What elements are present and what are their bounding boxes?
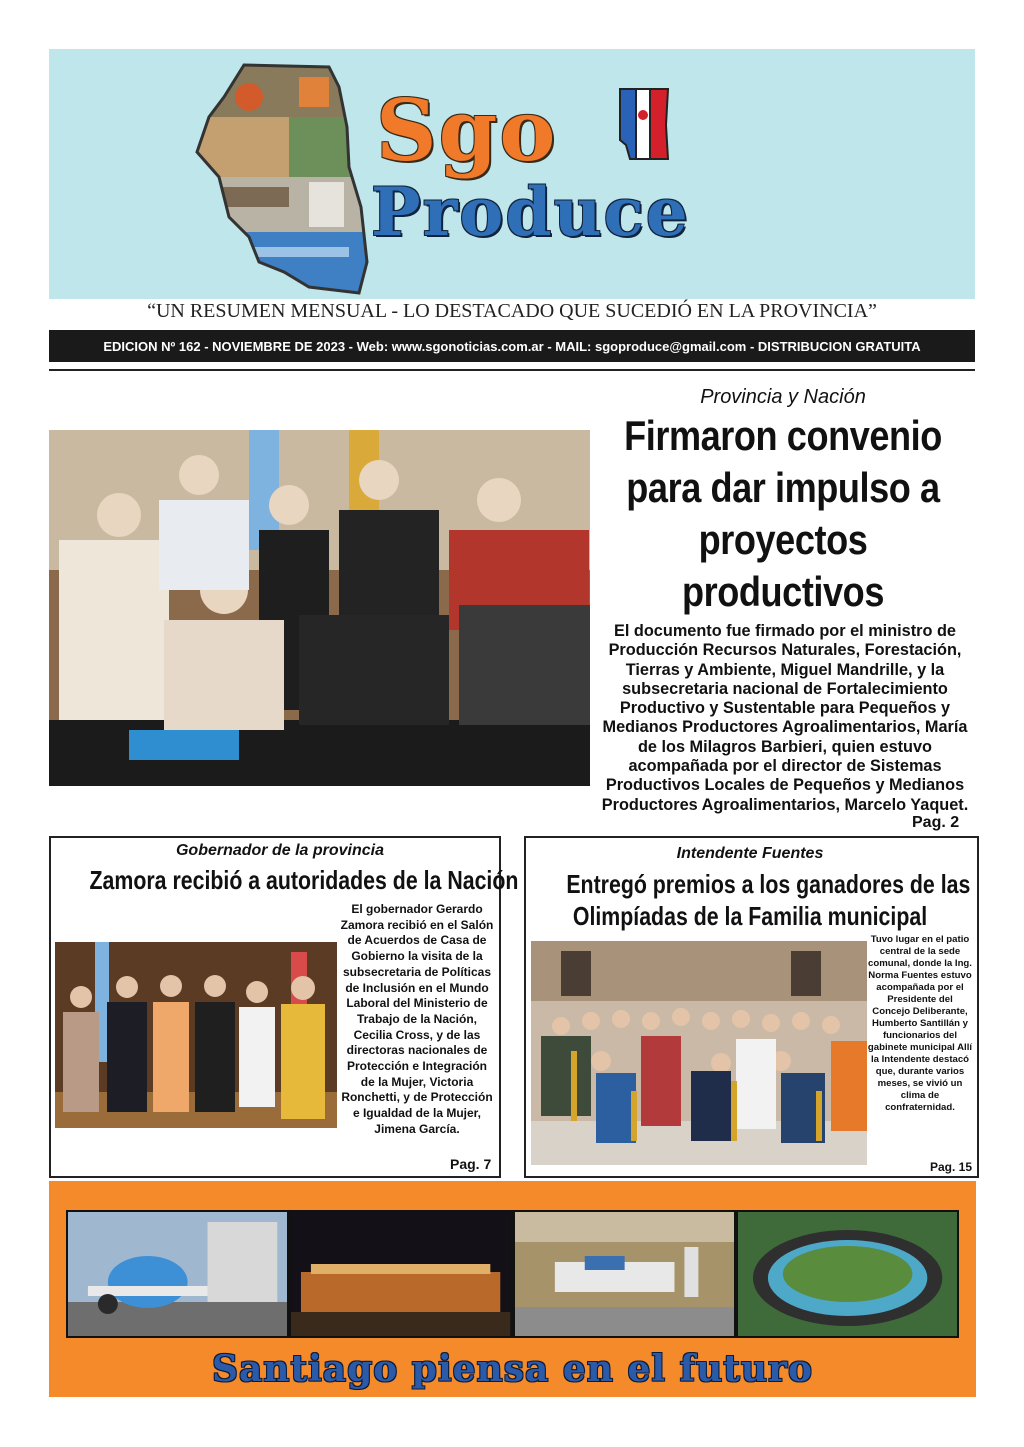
province-map-collage — [189, 57, 389, 297]
story2-kicker: Intendente Fuentes — [676, 845, 824, 862]
story1-photo — [55, 942, 337, 1128]
story2-headline-line1: Entregó premios a los ganadores de las — [566, 869, 971, 899]
story1-kicker: Gobernador de la provincia — [175, 842, 385, 859]
story2-body-text: Tuvo lugar en el patio central de la sede comunal, donde la Ing. Norma Fuentes estuvo acompañada por el Presidente del Concejo Deliberante, Humberto Santillán y funcionarios del gabinete municipal Allí la Intendente destacó que, durante varios meses, se vivió un clima de confraternidad. — [867, 934, 973, 1113]
edition-info-bar: EDICION Nº 162 - NOVIEMBRE DE 2023 - Web: www.sgonoticias.com.ar - MAIL: sgoproduce@gmail.com - DISTRIBUCION GRATUITA — [49, 330, 975, 362]
masthead-slogan: “UN RESUMEN MENSUAL - LO DESTACADO QUE SUCEDIÓ EN LA PROVINCIA” — [147, 300, 877, 322]
logo-produce: Produce — [371, 173, 690, 251]
banner-photo-terminal-night — [291, 1212, 510, 1336]
divider — [49, 369, 975, 371]
banner-photo-airport-aerial — [515, 1212, 734, 1336]
story2-headline — [566, 868, 971, 932]
banner-photo-racetrack — [738, 1212, 957, 1336]
story1-headline: Zamora recibió a autoridades de la Nación — [89, 865, 519, 895]
story2-photo — [531, 941, 867, 1165]
logo-sgo: Sgo — [376, 81, 558, 180]
banner-photo-strip — [66, 1210, 959, 1338]
lead-headline: Firmaron convenio para dar impulso a proyectos productivos — [624, 412, 942, 615]
story1-page-ref: Pag. 7 — [450, 1156, 492, 1172]
story2-headline-line2: Olimpíadas de la Familia municipal — [572, 901, 928, 931]
banner-slogan: Santiago piensa en el futuro — [211, 1348, 814, 1390]
lead-story-photo — [49, 430, 590, 786]
story2-page-ref: Pag. 15 — [930, 1160, 973, 1174]
masthead — [49, 49, 975, 299]
province-flag-icon — [616, 85, 672, 163]
lead-body-text: El documento fue firmado por el ministro de Producción Recursos Naturales, Forestación, Tierras y Ambiente, Miguel Mandrille, y la subsecretaria nacional de Fortalecimiento Productivo y Sustentable para Pequeños y Medianos Productores Agroalimentarios, María de los Milagros Barbieri, quien estuvo acompañada por el director de Sistemas Productivos Locales de Pequeños y Medianos Productores Agroalimentarios, Marcelo Yaquet. — [601, 622, 969, 814]
story1-body-text: El gobernador Gerardo Zamora recibió en el Salón de Acuerdos de Casa de Gobierno la visita de la subsecretaria de Políticas de Inclusión en el Mundo Laboral del Ministerio de Trabajo de la Nación, Cecilia Cross, y de las directoras nacionales de Protección e Integración de la Mujer, Victoria Ronchetti, y de Protección e Igualdad de la Mujer, Jimena García. — [340, 902, 494, 1136]
lead-page-ref: Pag. 2 — [912, 814, 960, 831]
lead-kicker: Provincia y Nación — [700, 386, 866, 408]
banner-photo-airplane — [68, 1212, 287, 1336]
